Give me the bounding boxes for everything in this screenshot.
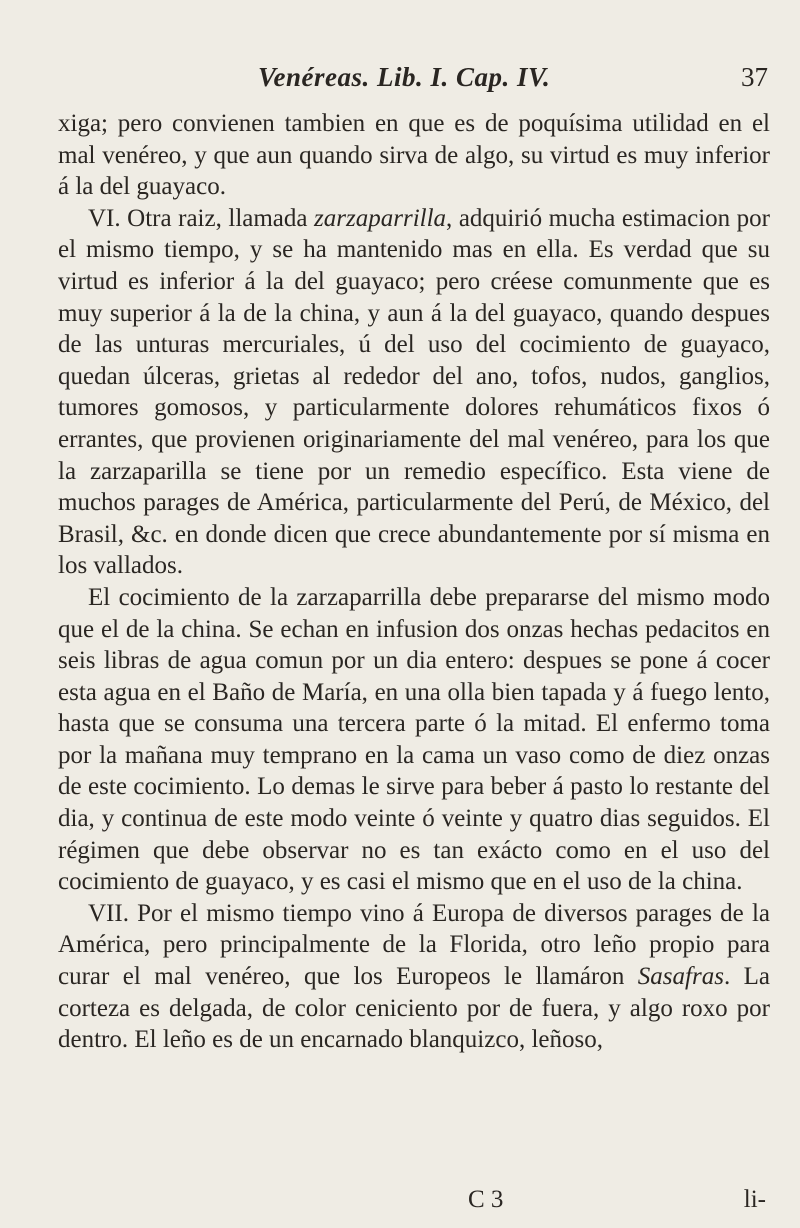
signature-mark: C 3 [468,1186,504,1213]
paragraph [58,582,770,898]
page-header [58,62,768,98]
catchword: li- [743,1186,766,1213]
paragraph-section-vi [58,203,770,582]
page-number: 37 [741,62,768,92]
paragraph-text: , adquirió mucha estimacion por el mismo tiempo, y se ha mantenido mas en ella. Es verdad que su virtud es inferior á la del guayaco; pero créese comunmente que es muy superior á la de la china, y aun á la del guayaco, quando despues de las unturas mercuriales, ú del uso del cocimiento de guayaco, quedan úlceras, grietas al rededor del ano, tofos, nudos, ganglios, tumores gomosos, y particularmente dolores rehumáticos fixos ó errantes, que provienen originariamente del mal venéreo, para los que la zarzaparilla se tiene por un remedio específico. Esta viene de muchos parages de América, particularmente del Perú, de México, del Brasil, &c. en donde dicen que crece abundantemente por sí misma en los vallados. [58,204,771,580]
paragraph-text: El cocimiento de la zarzaparrilla debe prepararse del mismo modo que el de la china. Se echan en infusion dos onzas hechas pedacitos en seis libras de agua comun por un dia entero: despues se pone á cocer esta agua en el Baño de María, en una olla bien tapada y á fuego lento, hasta que se consuma una tercera parte ó la mitad. El enfermo toma por la mañana muy temprano en la cama un vaso como de diez onzas de este cocimiento. Lo demas le sirve para beber á pasto lo restante del dia, y continua de este modo veinte ó veinte y quatro dias seguidos. El régimen que debe observar no es tan exácto como en el uso del cocimiento de guayaco, y es casi el mismo que en el uso de la china. [58,583,770,896]
running-head: Venéreas. Lib. I. Cap. IV. [258,62,551,92]
paragraph [58,108,770,203]
paragraph-text: VI. Otra raiz, llamada [88,204,315,232]
paragraph-section-vii [58,898,770,1056]
italic-term: zarzaparrilla [314,204,447,232]
paragraph-text: xiga; pero convienen tambien en que es de poquísima utilidad en el mal venéreo, y que aun quando sirva de algo, su virtud es muy inferior á la del guayaco. [58,110,770,201]
page-footer [58,1186,770,1220]
italic-term: Sasafras [637,963,724,991]
paragraph-text: VII. Por el mismo tiempo vino á Europa de diversos parages de la América, pero principalmente de la Florida, otro leño propio para curar el mal venéreo, que los Europeos le llamáron [58,899,770,991]
paragraph-text: . La corteza es delgada, de color ceniciento por de fuera, y algo roxo por dentro. El leño es de un encarnado blanquizco, leñoso, [58,963,770,1054]
page-body [58,108,770,1056]
